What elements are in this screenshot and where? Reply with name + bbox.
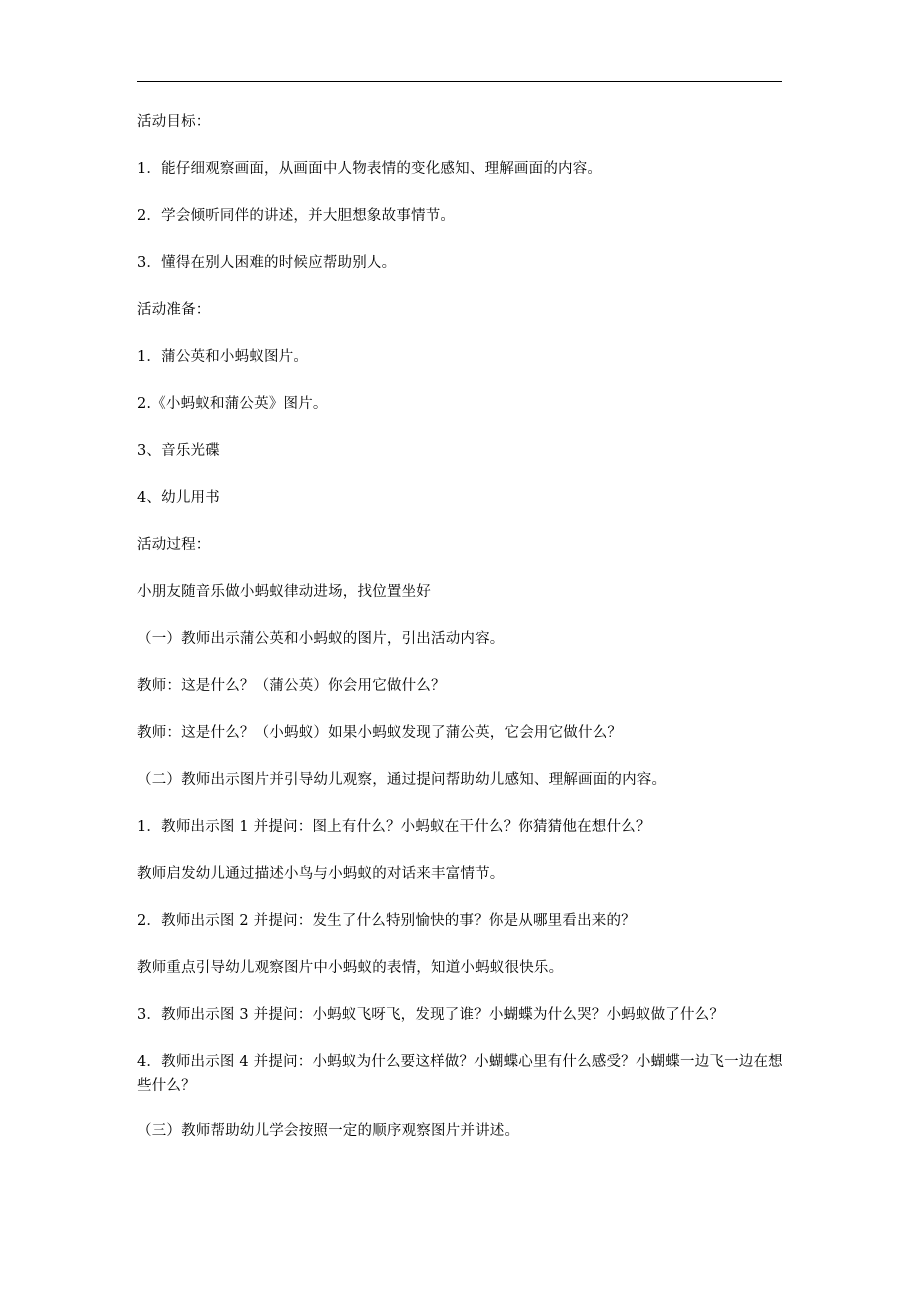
- section-heading-process: 活动过程：: [137, 537, 211, 553]
- goal-item-3: 3．懂得在别人困难的时候应帮助别人。: [137, 255, 397, 271]
- process-paragraph: 教师启发幼儿通过描述小鸟与小蚂蚁的对话来丰富情节。: [137, 866, 505, 882]
- process-paragraph: 教师：这是什么？（蒲公英）你会用它做什么？: [137, 678, 446, 694]
- process-paragraph: 3．教师出示图 3 并提问：小蚂蚁飞呀飞，发现了谁？小蝴蝶为什么哭？小蚂蚁做了什么？: [137, 1007, 725, 1023]
- process-paragraph: 4．教师出示图 4 并提问：小蚂蚁为什么要这样做？小蝴蝶心里有什么感受？小蝴蝶一边飞一边在想些什么？: [137, 1054, 783, 1094]
- document-body: [137, 110, 785, 1166]
- preparation-item-4: 4、幼儿用书: [137, 490, 220, 506]
- process-paragraph: （一）教师出示蒲公英和小蚂蚁的图片，引出活动内容。: [137, 631, 505, 647]
- header-rule: [137, 81, 782, 82]
- process-paragraph: （二）教师出示图片并引导幼儿观察，通过提问帮助幼儿感知、理解画面的内容。: [137, 772, 667, 788]
- preparation-item-2: 2.《小蚂蚁和蒲公英》图片。: [137, 396, 328, 412]
- process-paragraph: 小朋友随音乐做小蚂蚁律动进场，找位置坐好: [137, 584, 431, 600]
- process-paragraph: 教师重点引导幼儿观察图片中小蚂蚁的表情，知道小蚂蚁很快乐。: [137, 960, 564, 976]
- section-heading-preparation: 活动准备：: [137, 302, 211, 318]
- preparation-item-1: 1．蒲公英和小蚂蚁图片。: [137, 349, 309, 365]
- goal-item-1: 1．能仔细观察画面，从画面中人物表情的变化感知、理解画面的内容。: [137, 161, 603, 177]
- process-paragraph: （三）教师帮助幼儿学会按照一定的顺序观察图片并讲述。: [137, 1123, 520, 1139]
- process-paragraph: 2．教师出示图 2 并提问：发生了什么特别愉快的事？你是从哪里看出来的？: [137, 913, 636, 929]
- section-heading-goals: 活动目标：: [137, 114, 211, 130]
- process-paragraph: 教师：这是什么？（小蚂蚁）如果小蚂蚁发现了蒲公英，它会用它做什么？: [137, 725, 623, 741]
- goal-item-2: 2．学会倾听同伴的讲述，并大胆想象故事情节。: [137, 208, 456, 224]
- preparation-item-3: 3、音乐光碟: [137, 443, 220, 459]
- process-paragraph: 1．教师出示图 1 并提问：图上有什么？小蚂蚁在干什么？你猜猜他在想什么？: [137, 819, 651, 835]
